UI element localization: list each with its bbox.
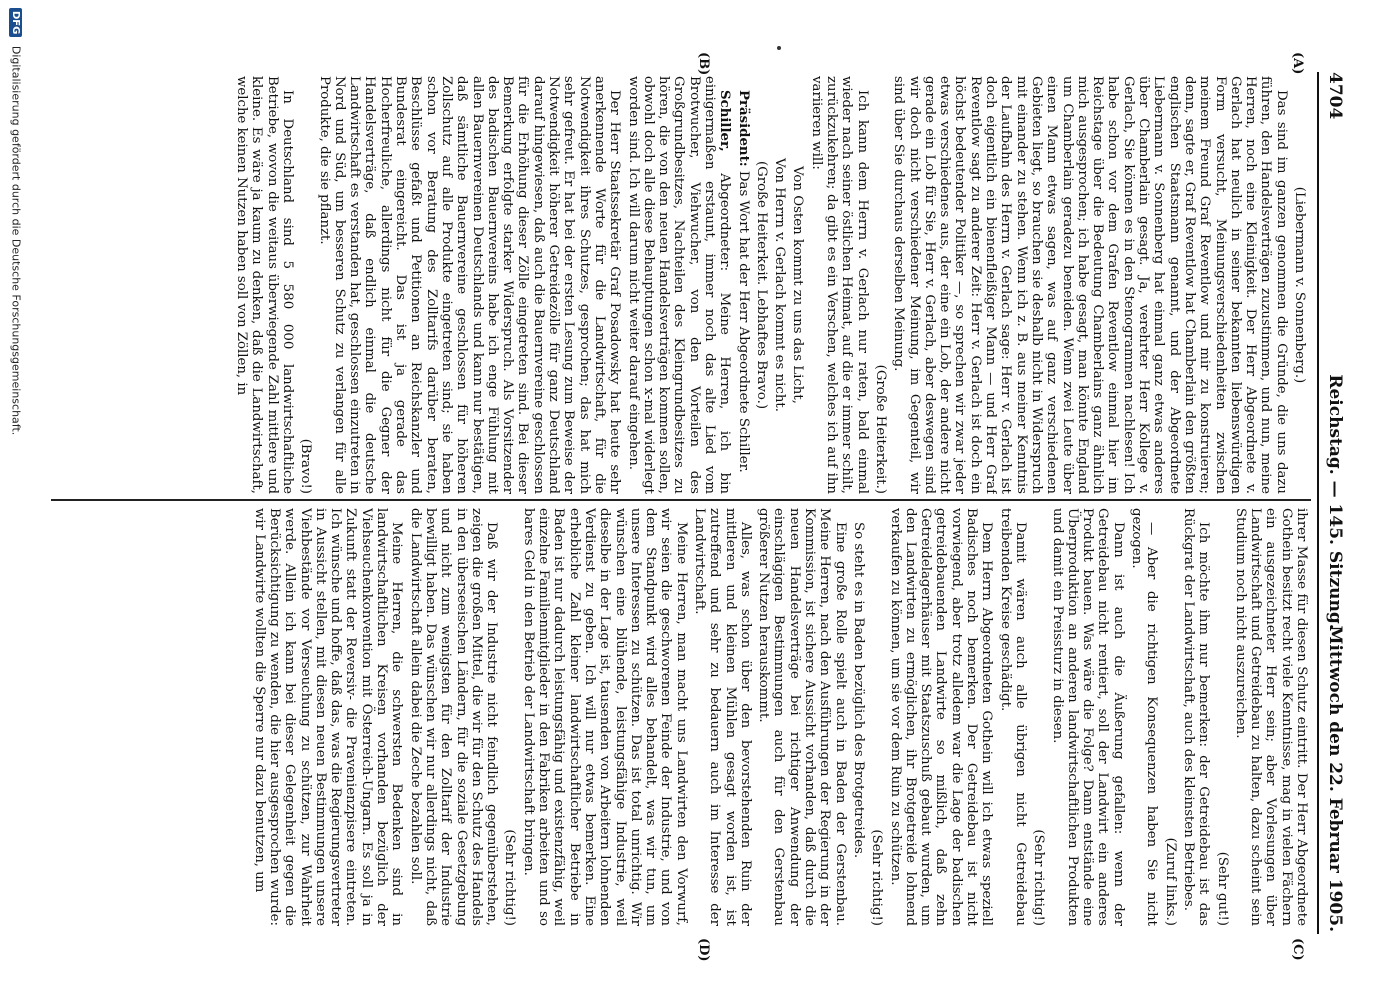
paragraph: Ich möchte ihm nur bemerken: der Getreidebau ist das Rückgrat der Landwirtschaft, auch des kleinsten Betriebes. [1180,508,1212,926]
interjection: (Zuruf links.) [1162,837,1178,926]
interjection: (Sehr richtig!) [869,829,885,926]
print-speck [777,46,781,50]
paragraph: Meine Herren, man macht uns Landwirten den Vorwurf, wir seien die geschworenen Feinde der Industrie, und von dem Standpunkt wird alles behandelt, was wir tun, um unsere Interessen zu schützen. Das ist total unrichtig. Wir wünschen eine blühende, leistungsfähige Industrie, weil dieselbe in der Lage ist, tausenden von Arbeitern lohnenden Verdienst zu geben. Ich will nur etwas bemerken. Eine erhebliche Zahl kleiner landwirtschaftlicher Betriebe in Baden ist nur dadurch leistungsfähig und existenzfähig, weil einzelne Familienmitglieder in den Fabriken arbeiten und so bares Geld in den Betrieb der Landwirtschaft bringen. [520,508,689,926]
verse-line: Von Herrn v. Gerlach kommt es nicht. [772,158,788,412]
paragraph: Daß wir der Industrie nicht feindlich gegenüberstehen, zeigen die großen Mittel, die wir für den Schutz des Handels in den überseeischen Ländern, für die soziale Gesetzgebung und nicht zum wenigsten für den Zolltarif der Industrie bewilligt haben. Das wünschen wir nur allerdings nicht, daß die Landwirtschaft allein dabei die Zeche bezahlen soll. [407,508,500,926]
header-rule [1317,72,1319,934]
speaker-heading: (Liebermann v. Sonnenberg.) [1292,186,1307,384]
paragraph: Der Herr Staatssekretär Graf Posadowsky hat heute sehr anerkennende Worte für die Landwirtschaft, für die Notwendigkeit ihres Schutzes, gesprochen; das hat mich sehr gefreut. Er hat bei der ersten Lesung zum Beweise der Notwendigkeit höherer Getreidezölle für ganz Deutschland darauf hingewiesen, daß auch die Bauernvereine geschlossen für die Erhöhung dieser Zölle eingetreten sind. Bei dieser Bemerkung erfolgte starker Widerspruch. Als Vorsitzender des badischen Bauernvereins habe ich enge Fühlung mit allen Bauernvereinen Deutschlands und kann nur bestätigen, daß sämtliche Bauernvereine geschlossen für höheren Zollschutz auf alle Produkte eingetreten sind; sie haben schon vor Beratung des Zolltarifs darüber beraten, Beschlüsse gefaßt und Petitionen an Reichskanzler und Bundesrat eingereicht. Das ist ja gerade das Hocherfreuliche, allerdings nicht für die Gegner der Handelsverträge, daß endlich einmal die deutsche Landwirtschaft es verstanden hat, geschlossen einzutreten in Nord und Süd, um besseren Schutz zu verlangen für alle Produkte, die sie pflanzt. [316,76,623,494]
paragraph: Alles, was schon über den bevorstehenden Ruin der mittleren und kleinen Mühlen gesagt worden ist, ist zutreffend und sehr zu bedauern auch im Interesse der Landwirtschaft. [692,508,753,926]
column-divider [51,499,1311,501]
paragraph: Dann ist auch die Äußerung gefallen: wenn der Getreidebau nicht rentiert, soll der Landwirt ein anderes Produkt bauen. Was wäre die Folge? Dann entstände eine Überproduktion an anderen landwirtschaftlichen Produkten und damit ein Preissturz in diesen. [1049,508,1126,926]
president-label: Präsident: [735,90,751,167]
speaker-text: Abgeordneter: Meine Herren, ich bin einigermaßen erstaunt, immer noch das alte Lied vom Brotwucher, Viehwucher, von den Vorteilen des Großgrundbesitzes, Nachteilen des Kleingrundbesitzes zu hören, die von den neuen Handelsverträgen kommen sollen, obwohl doch alle diese Behauptungen schon x-mal widerlegt worden sind. Ich will darum nicht weiter darauf eingehen. [625,76,733,494]
interjection: (Große Heiterkeit. Lebhaftes Bravo.) [753,160,769,410]
speaker-label: Schiller, [717,90,733,152]
paragraph: In Deutschland sind 5 580 000 landwirtschaftliche Betriebe, wovon die weitaus überwiegende Zahl mittlere und kleine. Es wäre ja kaum zu denken, daß die Landwirtschaft, welche keinen Nutzen haben soll von Zöllen, in [234,76,295,494]
paragraph: So steht es in Baden bezüglich des Brotgetreides. [850,522,866,859]
margin-mark-b: (B) [696,52,711,76]
dfg-logo: DFG [10,8,23,37]
president-text: Das Wort hat der Herr Abgeordnete Schiller. [735,170,751,473]
interjection: (Große Heiterkeit.) [872,364,888,494]
footer-text: Digitalisierung gefördert durch die Deutsche Forschungsgemeinschaft. [9,45,23,436]
paragraph: — Aber die richtigen Konsequenzen haben Sie nicht gezogen. [1129,508,1160,926]
paragraph: Meine Herren, die schwersten Bedenken sind in landwirtschaftlichen Kreisen vorhanden bezüglich der Viehseuchenkonvention mit Österreich-Ungarn. Es soll ja in Zukunft statt der Reversiv- die Pravenienzpisere eintreten. Ich wünsche und hoffe, daß das, was die Regierungsvertreter in Aussicht stellen, mit diesen neuen Bestimmungen unsere Viehbestände vor Verseuchung zu schützen, zur Wahrheit werde. Allein ich kann bei dieser Gelegenheit gegen die Berücksichtigung zu wenden, die hier ausgesprochen wurde: wir Landwirte wollten die Sperre nur dazu benutzen, um [251,508,405,926]
session-date: Mittwoch den 22. Februar 1905. [1325,625,1345,932]
interjection: (Sehr richtig!) [502,829,518,926]
paragraph: Das sind im ganzen genommen die Gründe, die uns dazu führen, den Handelsverträgen zuzustimmen, und nun, meine Herren, noch eine Kleinigkeit. Der Herr Abgeordnete v. Gerlach hat neulich in seiner bekannten liebenswürdigen Form versucht, Meinungsverschiedenheiten zwischen meinem Freund Graf Reventlow und mir zu konstruieren; denn, sagte er, Graf Reventlow hat Chamberlain den größten englischen Staatsmann genannt, und der Abgeordnete Liebermann v. Sonnenberg hat einmal ganz etwas anderes über Chamberlain gesagt. Ja, verehrter Herr Kollege v. Gerlach, Sie können es in den Stenogrammen nachlesen! Ich habe schon vor dem Grafen Reventlow einmal hier im Reichstage über die Bedeutung Chamberlains ganz ähnlich mich ausgesprochen; ich habe gesagt, man könnte England um Chamberlain geradezu beneiden. Wenn zwei Leute über einen Mann etwas sagen, was auf ganz verschiedenen Gebieten liegt, so brauchen sie deshalb nicht in Widerspruch mit einander zu stehen. Wenn ich z. B. aus meiner Kenntnis der Laufbahn des Herrn v. Gerlach sage: Herr v. Gerlach ist doch eigentlich ein bienenfleißiger Mann — und Herr Graf Reventlow sagt zu anderer Zeit: Herr v. Gerlach ist doch ein höchst bedeutender Politiker —, so sprechen wir zwar jeder etwas verschiedenes aus, der eine ein Lob, der andere nicht gerade ein Lob für Sie, Herr v. Gerlach, aber deswegen sind wir doch nicht verschiedener Meinung, im Gegenteil, wir sind über Sie durchaus derselben Meinung. [891,76,1289,494]
interjection: (Bravo!) [298,438,314,494]
page-header [1315,72,1345,932]
paragraph: Ich kann dem Herrn v. Gerlach nur raten, bald einmal wieder nach seiner östlichen Heimat, auf die er immer schilt, zurückzukehren; da gibt es ein Verschen, welches ich auf ihn variieren will: [808,76,870,494]
interjection: (Sehr gut!) [1214,851,1230,926]
paragraph: Damit wären auch alle übrigen nicht Getreidebau treibenden Kreise geschädigt. [997,508,1028,926]
left-column [59,76,1309,494]
margin-mark-c: (C) [1290,938,1305,961]
speaker-statement [625,76,732,494]
paragraph: Eine große Rolle spielt auch in Baden der Gerstenbau. Meine Herren, nach den Ausführungen der Regierung in der Kommission, ist sichere Aussicht vorhanden, daß durch die neuen Handelsverträge bei richtiger Anwendung der einschlägigen Bestimmungen auch für den Gerstenbau größerer Nutzen herauskommt. [756,508,848,926]
interjection: (Sehr richtig!) [1031,829,1047,926]
margin-mark-d: (D) [696,938,711,962]
session-title: Reichstag. — 145. Sitzung. [1325,374,1345,630]
president-statement [735,76,750,494]
page-number: 4704 [1325,72,1345,120]
margin-mark-a: (A) [1290,52,1305,75]
verse-line: Von Osten kommt zu uns das Licht, [790,166,806,404]
right-column [59,508,1309,926]
paragraph: ihrer Masse für diesen Schutz eintritt. Der Herr Abgeordnete Gothein besitzt recht viele Kenntnisse, mag in vielen Fächern ein ausgezeichneter Herr sein; aber Vorlesungen über Landwirtschaft und Getreidebau zu halten, dazu scheint sein Studium noch nicht auszureichen. [1232,508,1309,926]
paragraph: Dem Herrn Abgeordneten Gothein will ich etwas speziell Badisches noch bemerken. Der Getreidebau ist nicht vorwiegend, aber trotz alledem war die Lage der badischen getreidebauenden Landwirte so mißlich, daß zehn Getreidelagerhäuser mit Staatszuschuß gebaut wurden, um den Landwirten zu ermöglichen, ihr Brotgetreide lohnend verkaufen zu können, um sie vor dem Ruin zu schützen. [887,508,995,926]
digitization-footer [3,8,23,988]
